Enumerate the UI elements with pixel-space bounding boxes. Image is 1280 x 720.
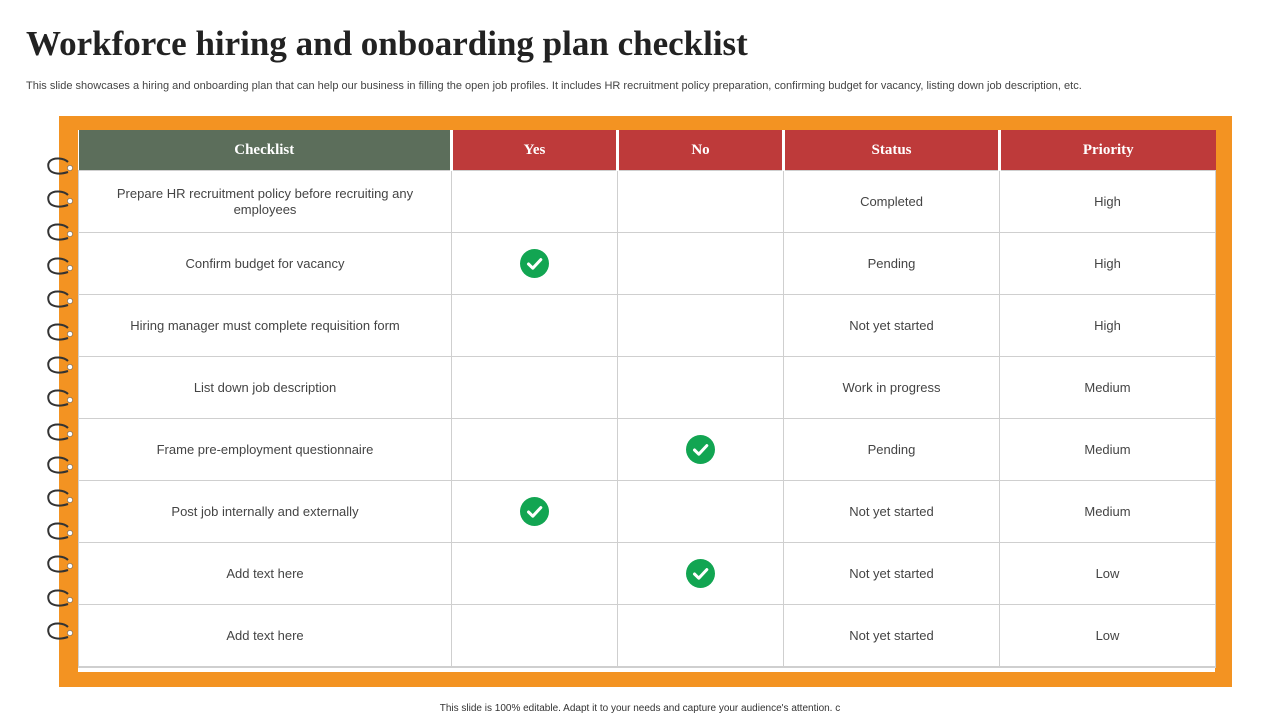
status-cell: Not yet started: [784, 543, 1000, 605]
checklist-item: List down job description: [79, 357, 452, 419]
cell-no: [618, 605, 784, 668]
table-row: [79, 233, 1216, 295]
checklist-item: Add text here: [79, 543, 452, 605]
header-no: No: [618, 130, 784, 171]
page-subtitle: This slide showcases a hiring and onboarding plan that can help our business in filling the open job profiles. It includes HR recruitment policy preparation, confirming budget for vacancy, listing down job description, etc.: [26, 80, 1082, 92]
cell-yes: [452, 543, 618, 605]
check-circle-icon: [686, 559, 715, 588]
spiral-ring-icon: [46, 388, 76, 410]
table-row: [79, 481, 1216, 543]
spiral-ring-icon: [46, 322, 76, 344]
table-header-row: [79, 130, 1216, 171]
spiral-ring-icon: [46, 189, 76, 211]
spiral-ring-icon: [46, 621, 76, 643]
cell-no: [618, 419, 784, 481]
cell-yes: [452, 419, 618, 481]
spiral-ring-icon: [46, 488, 76, 510]
priority-cell: High: [1000, 295, 1216, 357]
spiral-ring-icon: [46, 455, 76, 477]
priority-cell: High: [1000, 233, 1216, 295]
spiral-ring-icon: [46, 554, 76, 576]
priority-cell: Medium: [1000, 481, 1216, 543]
spiral-binding: [46, 156, 80, 646]
cell-yes: [452, 171, 618, 233]
table-row: [79, 605, 1216, 668]
checklist-body: [79, 171, 1216, 668]
cell-yes: [452, 481, 618, 543]
cell-no: [618, 543, 784, 605]
table-row: [79, 419, 1216, 481]
cell-no: [618, 481, 784, 543]
spiral-ring-icon: [46, 355, 76, 377]
status-cell: Completed: [784, 171, 1000, 233]
cell-yes: [452, 357, 618, 419]
header-priority: Priority: [1000, 130, 1216, 171]
priority-cell: High: [1000, 171, 1216, 233]
header-yes: Yes: [452, 130, 618, 171]
checklist-item: Post job internally and externally: [79, 481, 452, 543]
priority-cell: Low: [1000, 605, 1216, 668]
status-cell: Not yet started: [784, 605, 1000, 668]
footer-note: This slide is 100% editable. Adapt it to your needs and capture your audience's attention. c: [439, 703, 841, 714]
spiral-ring-icon: [46, 289, 76, 311]
header-status: Status: [784, 130, 1000, 171]
priority-cell: Medium: [1000, 419, 1216, 481]
spiral-ring-icon: [46, 256, 76, 278]
spiral-ring-icon: [46, 422, 76, 444]
status-cell: Pending: [784, 419, 1000, 481]
spiral-ring-icon: [46, 588, 76, 610]
status-cell: Not yet started: [784, 295, 1000, 357]
spiral-ring-icon: [46, 521, 76, 543]
page-title: Workforce hiring and onboarding plan checklist: [26, 24, 748, 63]
spiral-ring-icon: [46, 156, 76, 178]
cell-no: [618, 233, 784, 295]
status-cell: Pending: [784, 233, 1000, 295]
header-checklist: Checklist: [79, 130, 452, 171]
cell-yes: [452, 295, 618, 357]
cell-yes: [452, 233, 618, 295]
checklist-item: Prepare HR recruitment policy before recruiting any employees: [79, 171, 452, 233]
table-row: [79, 357, 1216, 419]
cell-no: [618, 171, 784, 233]
checklist-item: Add text here: [79, 605, 452, 668]
cell-no: [618, 295, 784, 357]
check-circle-icon: [686, 435, 715, 464]
cell-yes: [452, 605, 618, 668]
check-circle-icon: [520, 497, 549, 526]
check-circle-icon: [520, 249, 549, 278]
checklist-item: Confirm budget for vacancy: [79, 233, 452, 295]
spiral-ring-icon: [46, 222, 76, 244]
table-row: [79, 543, 1216, 605]
checklist-item: Frame pre-employment questionnaire: [79, 419, 452, 481]
cell-no: [618, 357, 784, 419]
priority-cell: Medium: [1000, 357, 1216, 419]
status-cell: Not yet started: [784, 481, 1000, 543]
table-row: [79, 171, 1216, 233]
checklist-sheet: [78, 130, 1215, 672]
table-row: [79, 295, 1216, 357]
checklist-table: [78, 130, 1216, 668]
status-cell: Work in progress: [784, 357, 1000, 419]
checklist-item: Hiring manager must complete requisition form: [79, 295, 452, 357]
priority-cell: Low: [1000, 543, 1216, 605]
